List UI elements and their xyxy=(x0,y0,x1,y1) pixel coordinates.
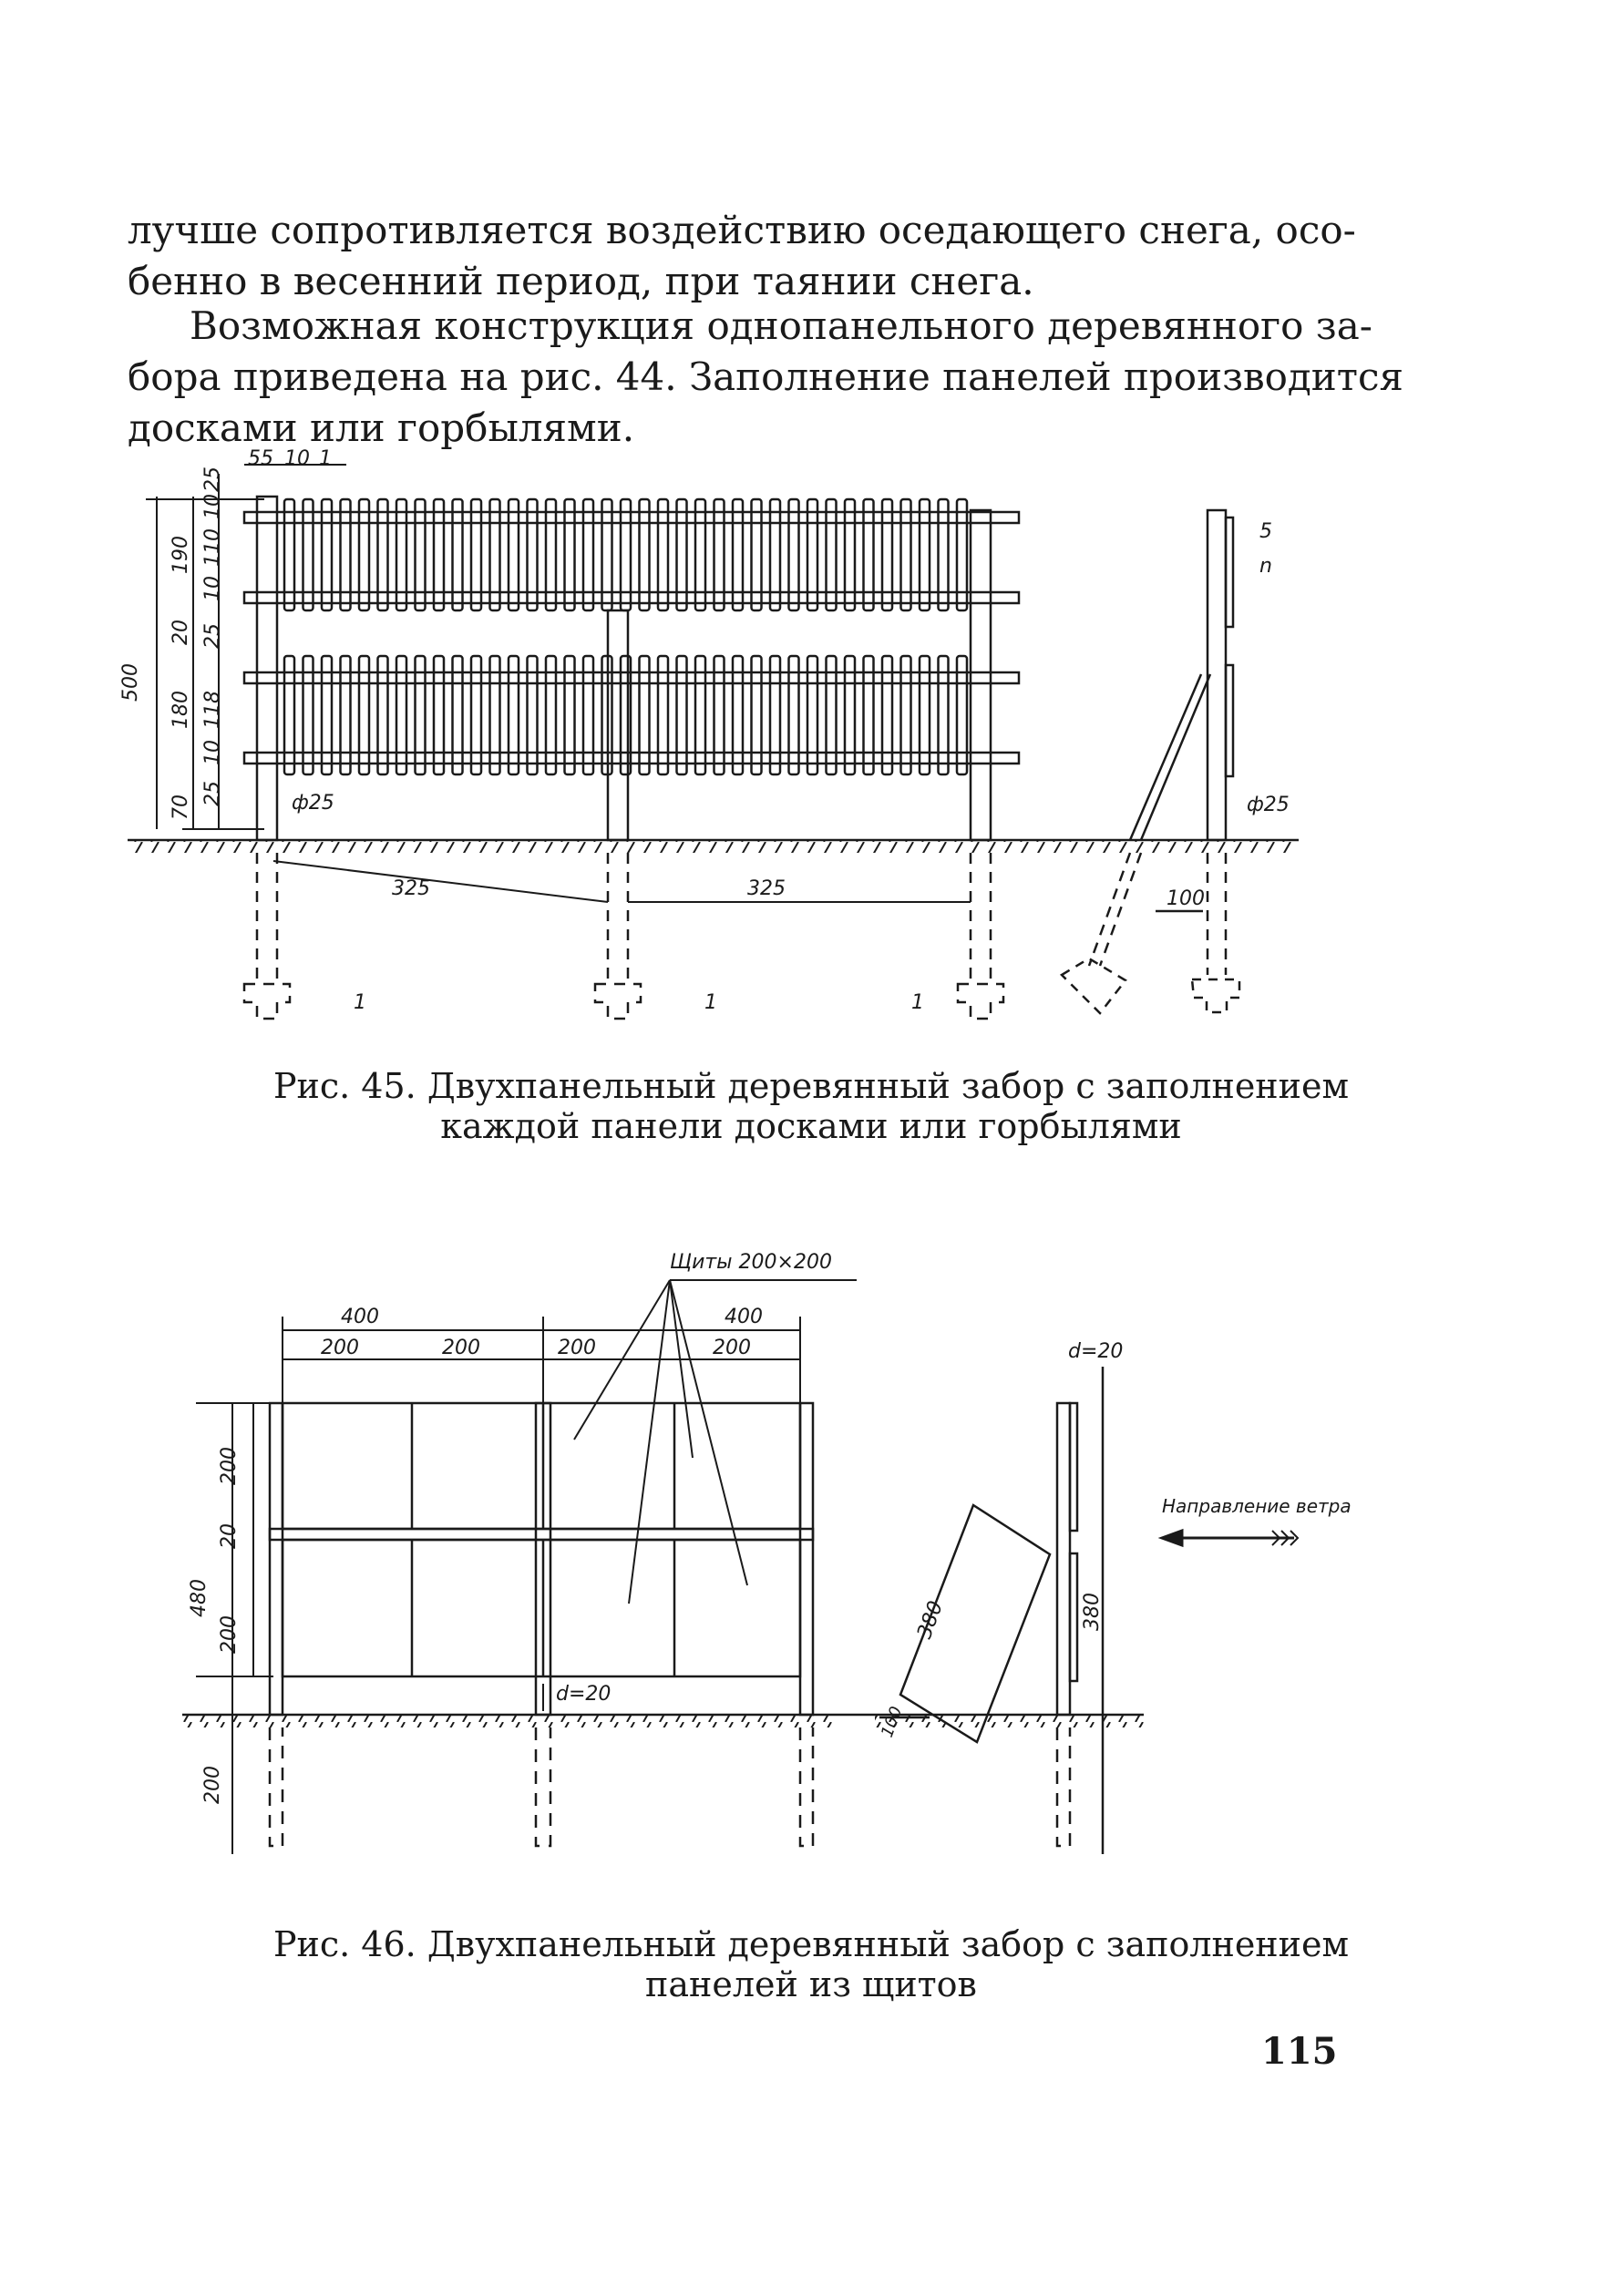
picket xyxy=(378,656,388,774)
picket xyxy=(677,656,687,774)
fence-posts-45 xyxy=(257,497,991,840)
dim-label: d=20 xyxy=(1068,1340,1124,1363)
picket xyxy=(939,499,949,610)
picket xyxy=(528,656,538,774)
picket xyxy=(733,499,743,610)
side-view-46 xyxy=(879,1367,1103,1854)
picket xyxy=(789,656,799,774)
picket xyxy=(416,656,426,774)
dim-label: 100 xyxy=(877,1704,907,1740)
picket xyxy=(752,656,762,774)
dim-label: 380 xyxy=(1081,1593,1104,1631)
picket xyxy=(528,499,538,610)
dim-label: n xyxy=(1259,555,1272,578)
dimension-lines-46 xyxy=(196,1317,800,1854)
picket xyxy=(845,499,855,610)
picket xyxy=(284,656,294,774)
picket xyxy=(882,499,892,610)
ground-line-46 xyxy=(182,1715,1144,1727)
picket xyxy=(490,499,500,610)
dim-label: 180 xyxy=(170,691,192,729)
dim-label: 200 xyxy=(218,1447,241,1485)
text-line: бенно в весенний период, при таянии снега. xyxy=(128,259,1034,303)
picket xyxy=(695,656,705,774)
picket xyxy=(920,656,930,774)
picket xyxy=(359,656,369,774)
picket xyxy=(640,656,650,774)
picket xyxy=(864,499,874,610)
fence-posts-46 xyxy=(270,1403,813,1715)
picket xyxy=(434,499,444,610)
figure-45-caption xyxy=(137,1066,1485,1146)
picket xyxy=(509,499,519,610)
caption-line: панелей из щитов xyxy=(645,1964,977,2004)
dim-label: 1 xyxy=(319,447,332,470)
dim-label: 110 xyxy=(201,528,224,567)
dim-label: 10 xyxy=(201,576,224,601)
dim-label: 200 xyxy=(558,1337,596,1359)
section-mark: 1 xyxy=(354,991,366,1014)
dim-label: 70 xyxy=(170,794,192,820)
dim-label: 500 xyxy=(119,663,142,702)
dim-label: 200 xyxy=(713,1337,751,1359)
picket xyxy=(957,656,967,774)
dim-label: 325 xyxy=(392,877,430,900)
dim-label: 25 xyxy=(201,466,224,492)
picket xyxy=(677,499,687,610)
dim-label: 325 xyxy=(747,877,786,900)
picket xyxy=(322,499,332,610)
picket xyxy=(359,499,369,610)
dim-label: d=20 xyxy=(556,1683,612,1706)
picket xyxy=(827,499,837,610)
picket xyxy=(882,656,892,774)
picket xyxy=(453,656,463,774)
text-line: досками или горбылями. xyxy=(128,405,635,450)
picket xyxy=(733,656,743,774)
picket xyxy=(714,656,725,774)
dim-label: 190 xyxy=(170,536,192,574)
picket xyxy=(640,499,650,610)
picket xyxy=(583,499,593,610)
dim-label: 55 xyxy=(248,447,273,470)
picket xyxy=(621,499,631,610)
picket xyxy=(957,499,967,610)
section-mark: 1 xyxy=(911,991,924,1014)
picket xyxy=(752,499,762,610)
figure-46-caption xyxy=(137,1924,1485,2004)
wind-label: Направление ветра xyxy=(1162,1495,1352,1517)
picket xyxy=(565,656,575,774)
dim-label: 400 xyxy=(725,1306,763,1328)
picket xyxy=(621,656,631,774)
picket xyxy=(416,499,426,610)
picket xyxy=(845,656,855,774)
picket xyxy=(714,499,725,610)
picket xyxy=(303,499,313,610)
picket xyxy=(901,499,911,610)
caption-line: Рис. 45. Двухпанельный деревянный забор с заполнением xyxy=(272,1066,1350,1106)
dim-label: 20 xyxy=(218,1523,241,1549)
dim-label: 200 xyxy=(201,1766,224,1804)
dim-label: 10 xyxy=(201,494,224,519)
picket xyxy=(453,499,463,610)
picket xyxy=(471,656,481,774)
dim-label: 100 xyxy=(1167,887,1205,910)
picket xyxy=(864,656,874,774)
picket xyxy=(434,656,444,774)
picket xyxy=(341,656,351,774)
dim-label: 480 xyxy=(188,1579,211,1617)
section-mark: 1 xyxy=(704,991,717,1014)
picket xyxy=(378,499,388,610)
picket xyxy=(565,499,575,610)
dim-label: 380 xyxy=(913,1598,949,1643)
shields-label: Щиты 200×200 xyxy=(670,1251,832,1274)
picket xyxy=(770,499,780,610)
figure-46-drawing xyxy=(182,1280,1298,1854)
dim-label: 400 xyxy=(341,1306,379,1328)
text-line: бора приведена на рис. 44. Заполнение панелей производится xyxy=(128,354,1404,399)
picket xyxy=(807,656,817,774)
picket xyxy=(303,656,313,774)
dim-label: 25 xyxy=(201,623,224,649)
picket xyxy=(546,656,556,774)
picket xyxy=(602,499,612,610)
caption-line: Рис. 46. Двухпанельный деревянный забор с заполнением xyxy=(272,1924,1350,1964)
picket xyxy=(827,656,837,774)
picket xyxy=(695,499,705,610)
side-view-45 xyxy=(1062,510,1239,1013)
picket xyxy=(546,499,556,610)
text-line: лучше сопротивляется воздействию оседающего снега, осо- xyxy=(128,208,1356,252)
picket xyxy=(341,499,351,610)
picket xyxy=(322,656,332,774)
dim-label: 25 xyxy=(201,781,224,806)
picket xyxy=(471,499,481,610)
picket xyxy=(284,499,294,610)
picket xyxy=(658,499,668,610)
picket xyxy=(901,656,911,774)
leader-lines-46 xyxy=(574,1280,857,1604)
dim-label: 5 xyxy=(1259,520,1272,543)
page-number: 115 xyxy=(1261,2030,1338,2073)
figure-45-drawing xyxy=(128,465,1299,1019)
dim-label: 200 xyxy=(442,1337,480,1359)
picket xyxy=(939,656,949,774)
picket xyxy=(920,499,930,610)
picket xyxy=(807,499,817,610)
picket xyxy=(509,656,519,774)
dim-label: ф25 xyxy=(292,792,334,815)
picket xyxy=(658,656,668,774)
dim-label: 200 xyxy=(218,1615,241,1654)
dim-label: 20 xyxy=(170,620,192,645)
fence-pickets-45 xyxy=(284,499,967,774)
wind-arrow xyxy=(1162,1531,1298,1545)
dim-label: 200 xyxy=(321,1337,359,1359)
picket xyxy=(490,656,500,774)
dim-label: 10 xyxy=(201,740,224,765)
picket xyxy=(770,656,780,774)
dim-label: ф25 xyxy=(1247,794,1290,816)
caption-line: каждой панели досками или горбылями xyxy=(440,1106,1182,1146)
picket xyxy=(396,499,406,610)
text-line: Возможная конструкция однопанельного деревянного за- xyxy=(190,303,1372,348)
picket xyxy=(396,656,406,774)
picket xyxy=(789,499,799,610)
ground-line-45 xyxy=(128,840,1299,853)
dim-label: 10 xyxy=(284,447,310,470)
panel-shields-46 xyxy=(270,1403,813,1676)
dim-label: 118 xyxy=(201,691,224,729)
post-footings-46 xyxy=(270,1727,813,1846)
picket xyxy=(583,656,593,774)
